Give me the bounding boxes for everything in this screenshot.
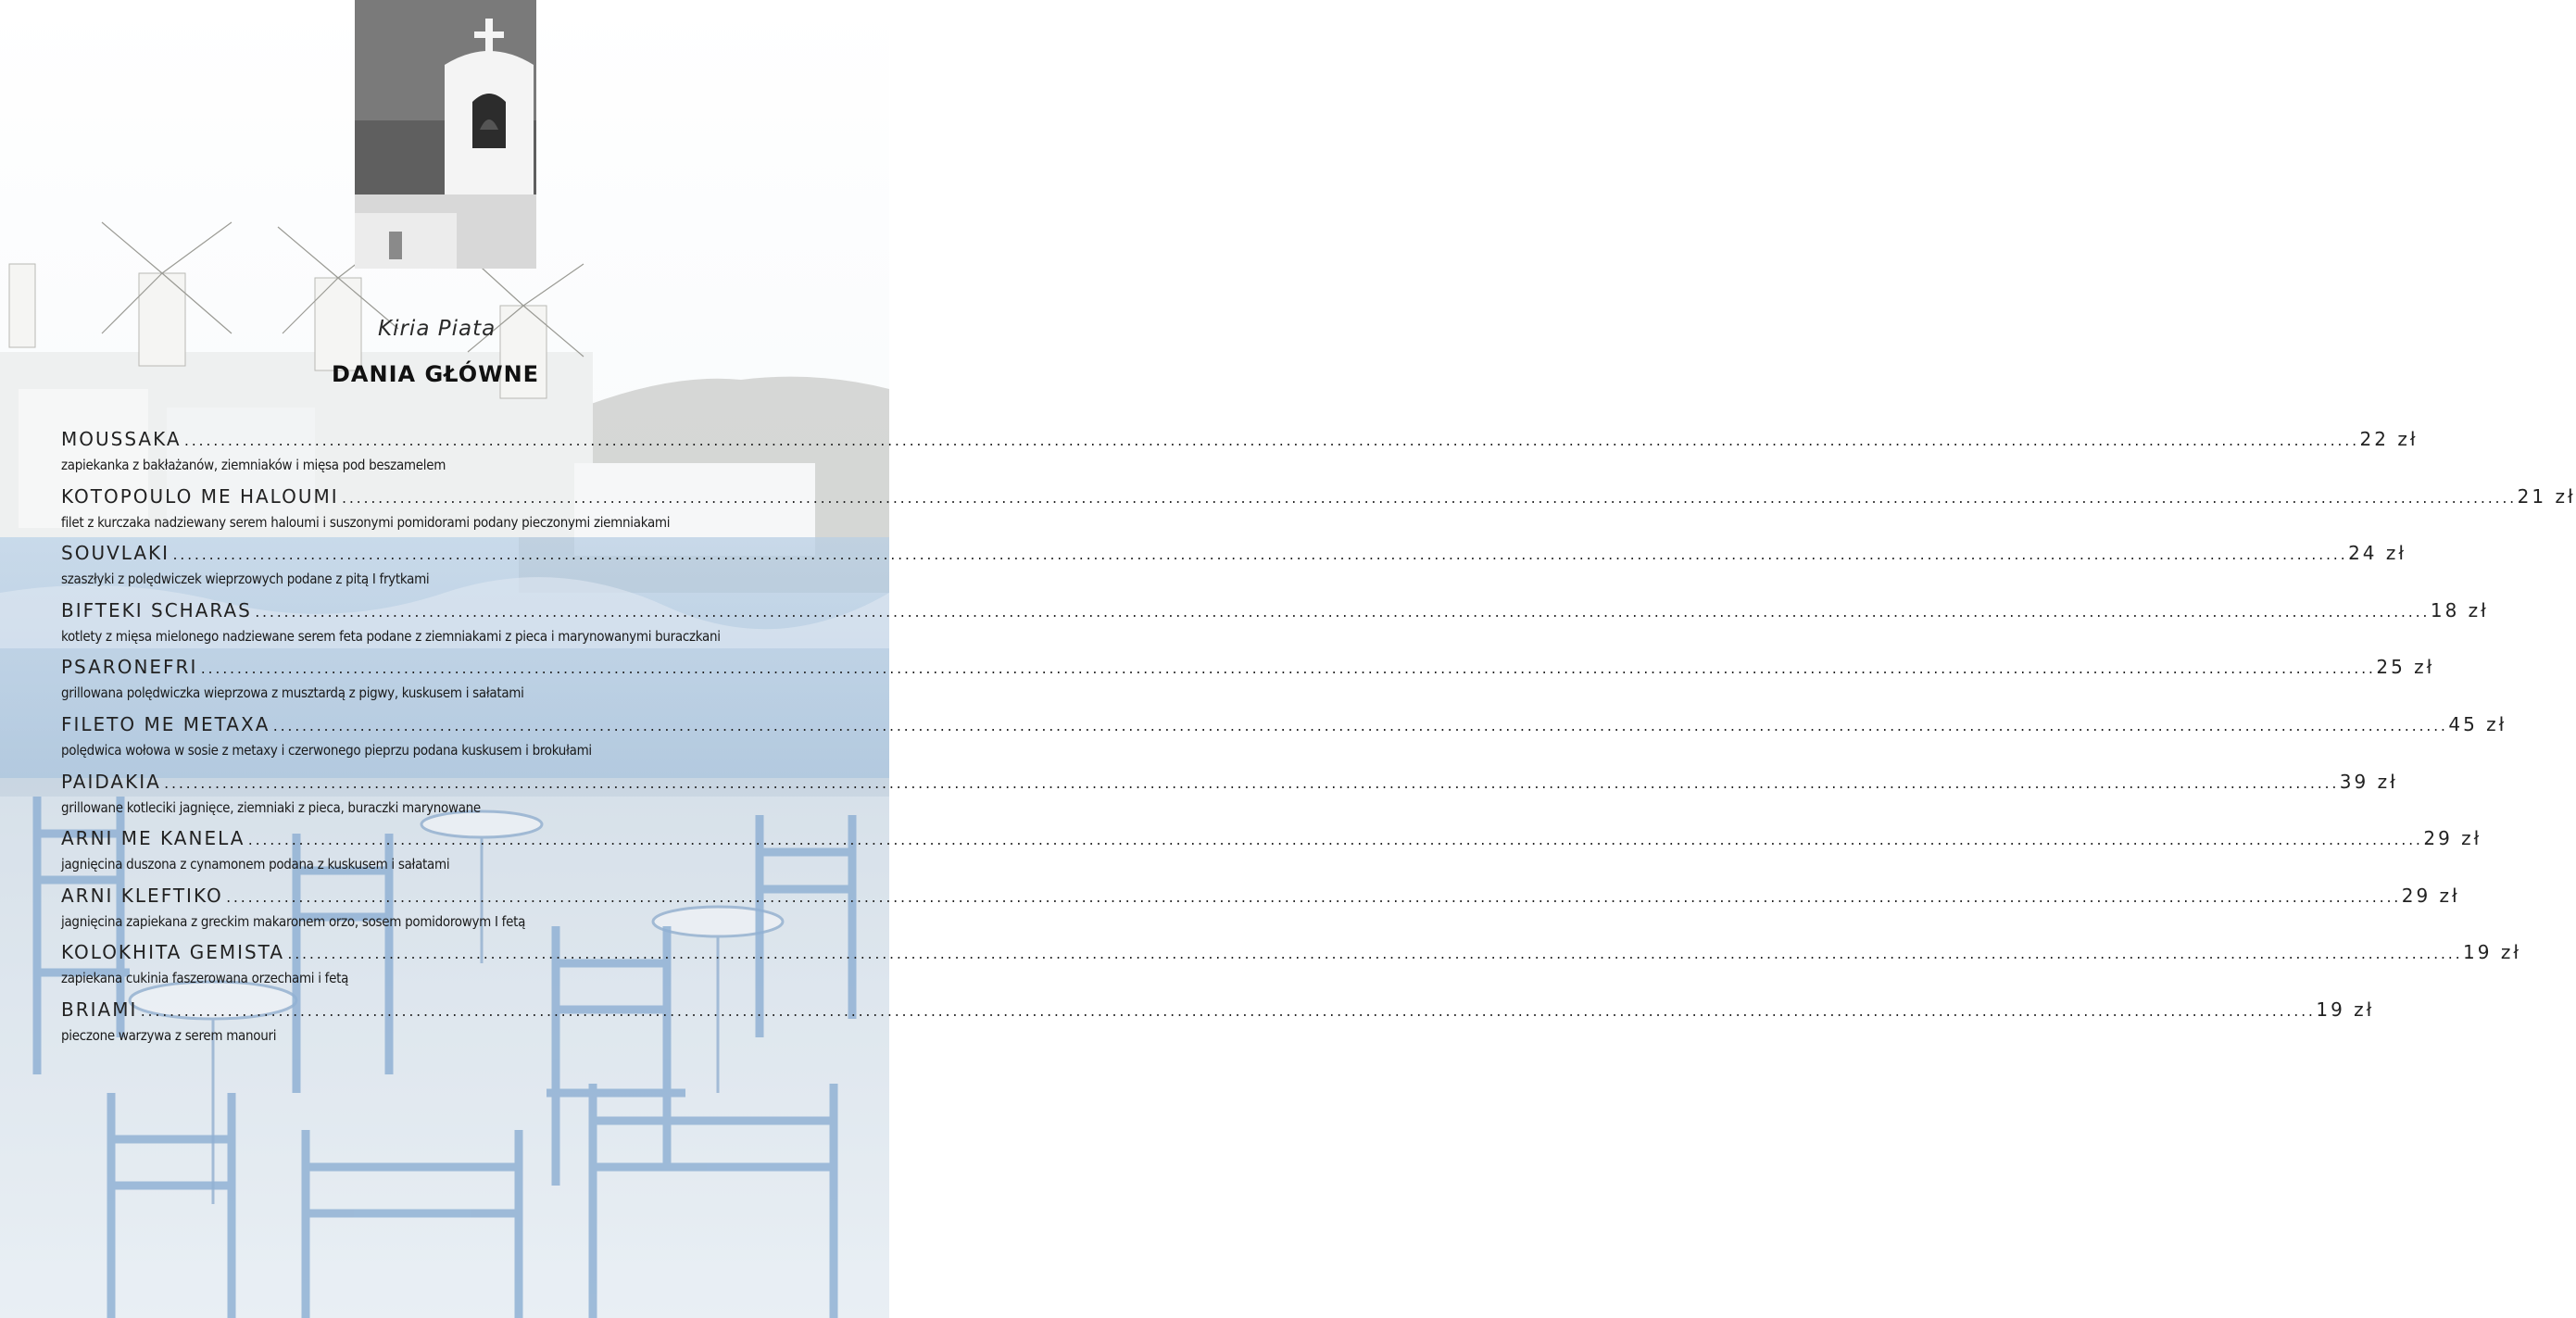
dot-leader: ............................................................................................................................................................................................................................................................................................................ <box>253 606 2429 621</box>
dish-name: PAIDAKIA <box>61 770 161 793</box>
dish-price: 29 zł <box>2401 884 2460 907</box>
menu-item-header <box>61 656 2435 682</box>
dish-price: 21 zł <box>2517 484 2576 508</box>
dish-name: SOUVLAKI <box>61 542 170 565</box>
dish-description: grillowane kotleciki jagnięce, ziemniaki z pieca, buraczki marynowane <box>61 798 481 816</box>
dish-description: szaszłyki z polędwiczek wieprzowych podane z pitą I frytkami <box>61 571 430 588</box>
menu-item-header <box>61 428 2419 454</box>
menu-item-header <box>61 598 2489 625</box>
dish-description: pieczone warzywa z serem manouri <box>61 1026 277 1044</box>
dish-price: 29 zł <box>2423 827 2482 850</box>
dish-name: PSARONEFRI <box>61 656 198 679</box>
dish-description: jagnięcina duszona z cynamonem podana z kuskusem i sałatami <box>61 856 450 873</box>
menu-item <box>61 542 2407 599</box>
dot-leader: ............................................................................................................................................................................................................................................................................................................ <box>162 777 2338 792</box>
dish-name: FILETO ME METAXA <box>61 712 270 735</box>
dish-description: grillowana polędwiczka wieprzowa z musztardą z pigwy, kuskusem i sałatami <box>61 684 524 702</box>
menu-list <box>61 428 2576 1056</box>
dish-name: KOTOPOULO ME HALOUMI <box>61 484 339 508</box>
dish-price: 25 zł <box>2376 656 2435 679</box>
page-title: DANIA GŁÓWNE <box>332 361 540 387</box>
restaurant-brand: Kiria Piata <box>378 317 496 341</box>
menu-item <box>61 884 2460 942</box>
dish-name: BIFTEKI SCHARAS <box>61 598 252 621</box>
dish-name: MOUSSAKA <box>61 428 182 450</box>
dish-price: 45 zł <box>2448 712 2507 735</box>
menu-item-header <box>61 770 2398 797</box>
menu-item <box>61 598 2489 657</box>
menu-item-header <box>61 484 2576 511</box>
dish-description: zapiekana cukinia faszerowana orzechami i fetą <box>61 970 349 987</box>
dish-description: filet z kurczaka nadziewany serem haloumi i suszonymi pomidorami podany pieczonymi ziemniakami <box>61 513 671 531</box>
dot-leader: ............................................................................................................................................................................................................................................................................................................ <box>139 1005 2315 1020</box>
dot-leader: ............................................................................................................................................................................................................................................................................................................ <box>340 492 2516 507</box>
menu-item <box>61 941 2522 998</box>
menu-item-header <box>61 827 2482 853</box>
dot-leader: ............................................................................................................................................................................................................................................................................................................ <box>224 891 2400 906</box>
menu-item <box>61 827 2482 885</box>
dish-price: 22 zł <box>2359 428 2419 450</box>
menu-item <box>61 770 2398 828</box>
menu-item-header <box>61 941 2522 967</box>
dish-description: kotlety z mięsa mielonego nadziewane serem feta podane z ziemniakami z pieca i marynowanymi buraczkani <box>61 627 721 645</box>
menu-item <box>61 712 2507 771</box>
dot-leader: ............................................................................................................................................................................................................................................................................................................ <box>286 948 2462 963</box>
menu-item-header <box>61 712 2507 739</box>
menu-item <box>61 998 2375 1056</box>
dish-name: BRIAMI <box>61 998 138 1021</box>
dish-description: jagnięcina zapiekana z greckim makaronem orzo, sosem pomidorowym I fetą <box>61 912 526 930</box>
dish-name: ARNI ME KANELA <box>61 827 245 850</box>
menu-item <box>61 428 2419 485</box>
dish-price: 18 zł <box>2430 598 2489 621</box>
dish-name: KOLOKHITA GEMISTA <box>61 941 285 964</box>
dish-description: zapiekanka z bakłażanów, ziemniaków i mięsa pod beszamelem <box>61 457 446 473</box>
dish-price: 19 zł <box>2463 941 2522 964</box>
dot-leader: ............................................................................................................................................................................................................................................................................................................ <box>271 720 2447 734</box>
dish-price: 39 zł <box>2339 770 2398 793</box>
menu-item-header <box>61 998 2375 1024</box>
menu-item-header <box>61 884 2460 910</box>
dish-price: 19 zł <box>2316 998 2375 1021</box>
dot-leader: ............................................................................................................................................................................................................................................................................................................ <box>246 835 2422 849</box>
menu-item-header <box>61 542 2407 568</box>
dot-leader: ............................................................................................................................................................................................................................................................................................................ <box>171 549 2347 564</box>
dish-description: polędwica wołowa w sosie z metaxy i czerwonego pieprzu podana kuskusem i brokułami <box>61 741 592 759</box>
dot-leader: ............................................................................................................................................................................................................................................................................................................ <box>199 663 2375 678</box>
dish-name: ARNI KLEFTIKO <box>61 884 223 907</box>
menu-item <box>61 484 2576 543</box>
dish-price: 24 zł <box>2348 542 2407 565</box>
dot-leader: ............................................................................................................................................................................................................................................................................................................ <box>182 435 2358 449</box>
menu-item <box>61 656 2435 713</box>
